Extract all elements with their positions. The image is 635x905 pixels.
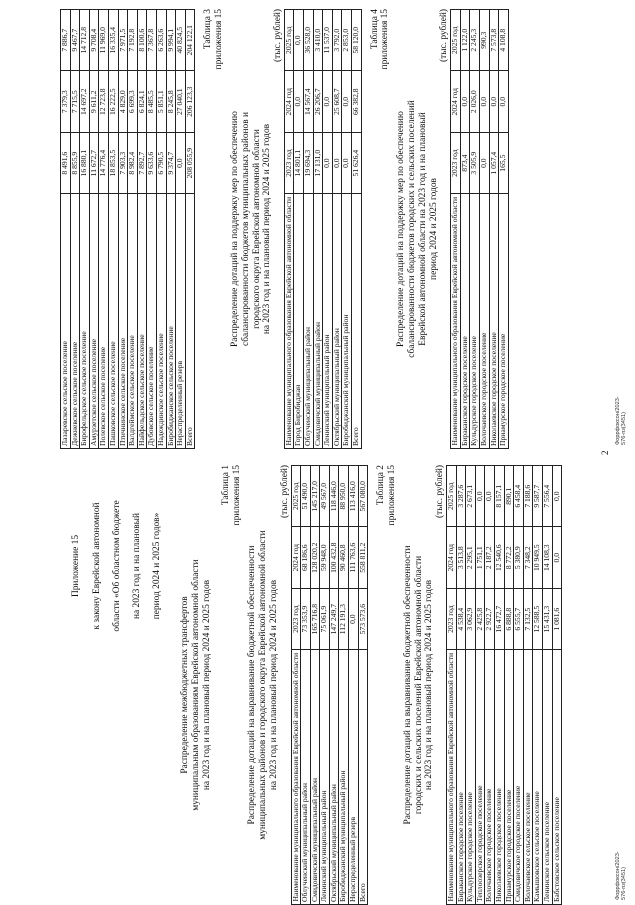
table3-body xyxy=(294,10,361,449)
header-2023: 2023 год xyxy=(291,588,301,649)
row-value-cell: 14 801,1 xyxy=(294,132,304,193)
header-2024: 2024 год xyxy=(291,527,301,588)
row-name-cell: Бабстовское сельское поселение xyxy=(552,650,562,905)
row-value-cell: 6 790,5 xyxy=(156,132,166,193)
table2-unit: (тыс. рублей) xyxy=(435,465,446,519)
table4-title-line: Еврейской автономной области на 2023 год и на плановый xyxy=(417,112,428,346)
row-value-cell: 558 811,2 xyxy=(358,527,368,588)
header-2024: 2024 год xyxy=(451,71,461,132)
row-name-cell: Волочаевское городское поселение xyxy=(480,194,490,449)
row-name-cell: Надеждинское сельское поселение xyxy=(156,194,166,449)
row-value-cell: 573 573,6 xyxy=(358,588,368,649)
row-value-cell: 6 555,7 xyxy=(514,588,524,649)
row-value-cell: 0,0 xyxy=(332,132,342,193)
table4-unit: (тыс. рублей) xyxy=(439,9,450,63)
table2-title-line: Распределение дотаций на выравнивание бюджетной обеспеченности xyxy=(402,545,413,825)
table2-title xyxy=(403,465,435,905)
section-title-line: на 2023 год и на плановый период 2024 и 2025 годов xyxy=(201,579,212,791)
row-value-cell: 1 081,6 xyxy=(552,588,562,649)
table2-sublabel: приложения 15 xyxy=(387,465,398,526)
row-value-cell: 8 245,8 xyxy=(166,71,176,132)
row-value-cell: 2 295,1 xyxy=(466,527,476,588)
row-value-cell: 9 374,7 xyxy=(166,132,176,193)
row-name-cell: Амурзетское сельское поселение xyxy=(89,194,99,449)
row-name-cell: Бираканское городское поселение xyxy=(460,194,470,449)
table2-body xyxy=(456,466,562,905)
row-value-cell: 2 187,2 xyxy=(485,527,495,588)
table-row xyxy=(301,466,311,905)
row-name-cell: Ленинский муниципальный район xyxy=(323,194,333,449)
row-value-cell: 14 697,2 xyxy=(80,71,90,132)
row-name-cell: Лазаревское сельское поселение xyxy=(61,194,71,449)
row-value-cell: 2 853,0 xyxy=(342,10,352,71)
row-value-cell: 0,0 xyxy=(349,588,359,649)
row-name-cell: Город Биробиджан xyxy=(294,194,304,449)
row-value-cell: 5 380,9 xyxy=(514,527,524,588)
row-name-cell: Полевское сельское поселение xyxy=(99,194,109,449)
table-row xyxy=(80,10,90,449)
row-value-cell: 206 123,3 xyxy=(185,71,195,132)
row-name-cell: Дежневское сельское поселение xyxy=(70,194,80,449)
row-value-cell: 3 410,0 xyxy=(313,10,323,71)
row-value-cell: 25 608,7 xyxy=(332,71,342,132)
table-row xyxy=(495,466,505,905)
row-value-cell: 16 222,5 xyxy=(108,71,118,132)
header-2025: 2025 год xyxy=(447,466,457,527)
table1-unit: (тыс. рублей) xyxy=(279,465,290,519)
table-row xyxy=(185,10,195,449)
row-value-cell: 6 888,8 xyxy=(504,588,514,649)
row-value-cell: 3 062,9 xyxy=(466,588,476,649)
table1 xyxy=(291,465,369,905)
row-value-cell: 165,5 xyxy=(499,132,509,193)
table3-label: Таблица 3 xyxy=(203,9,214,50)
row-value-cell: 59 948,0 xyxy=(320,527,330,588)
row-name-cell: Смидовичский муниципальный район xyxy=(310,650,320,905)
row-name-cell: Биробиджанский муниципальный район xyxy=(342,194,352,449)
row-name-cell: Нераспределенный резерв xyxy=(176,194,186,449)
row-value-cell: 3 287,6 xyxy=(456,466,466,527)
row-name-cell: Кульдурское городское поселение xyxy=(470,194,480,449)
row-value-cell: 7 573,8 xyxy=(489,10,499,71)
row-value-cell: 14 712,8 xyxy=(80,10,90,71)
row-name-cell: Камышовское сельское поселение xyxy=(533,650,543,905)
row-name-cell: Всего xyxy=(185,194,195,449)
row-value-cell: 7 556,4 xyxy=(542,466,552,527)
row-value-cell: 27 040,1 xyxy=(176,71,186,132)
row-value-cell: 8 491,6 xyxy=(61,132,71,193)
table4-title-line: сбалансированности бюджетов городских и сельских поселений xyxy=(407,100,418,358)
row-value-cell: 7 188,6 xyxy=(523,466,533,527)
appendix-line: области «Об областном бюджете xyxy=(111,500,122,632)
row-name-cell: Облученский муниципальный район xyxy=(304,194,314,449)
row-value-cell: 6 824,1 xyxy=(137,71,147,132)
table-row xyxy=(342,10,352,449)
row-name-cell: Пашковское сельское поселение xyxy=(108,194,118,449)
row-value-cell: 7 367,8 xyxy=(147,10,157,71)
row-value-cell: 17 131,0 xyxy=(313,132,323,193)
row-value-cell: 113 416,0 xyxy=(349,466,359,527)
table1-title xyxy=(247,465,279,905)
row-value-cell: 1 122,0 xyxy=(460,10,470,71)
row-value-cell: 6 699,3 xyxy=(128,71,138,132)
row-value-cell: 15 431,3 xyxy=(542,588,552,649)
row-value-cell: 49 567,0 xyxy=(320,466,330,527)
row-value-cell: 8 772,2 xyxy=(504,527,514,588)
table3-sublabel: приложения 15 xyxy=(214,9,225,70)
row-name-cell: Приамурское городское поселение xyxy=(504,650,514,905)
row-value-cell: 0,0 xyxy=(342,71,352,132)
appendix-line: на 2023 год и на плановый xyxy=(131,513,142,619)
table1-sublabel: приложения 15 xyxy=(231,465,242,526)
row-value-cell: 5 851,1 xyxy=(156,71,166,132)
row-value-cell: 12 540,6 xyxy=(495,527,505,588)
table-row xyxy=(128,10,138,449)
footer-right: Форрфоксон/2023-576-пз(3451) xyxy=(615,396,627,445)
table4-title xyxy=(396,9,439,449)
table-header-row xyxy=(284,10,294,449)
row-name-cell: Смидовичский муниципальный район xyxy=(313,194,323,449)
row-value-cell: 7 971,5 xyxy=(118,10,128,71)
row-value-cell: 66 382,8 xyxy=(352,71,362,132)
row-value-cell: 4 829,0 xyxy=(118,71,128,132)
row-value-cell: 2 922,7 xyxy=(485,588,495,649)
row-value-cell: 8 982,4 xyxy=(128,132,138,193)
row-value-cell: 2 245,3 xyxy=(470,10,480,71)
table2-title-line: на 2023 год и на плановый период 2024 и 2025 годов xyxy=(424,579,435,791)
row-value-cell: 88 950,0 xyxy=(339,466,349,527)
table1-title-line: Распределение дотаций на выравнивание бюджетной обеспеченности xyxy=(247,545,258,825)
header-name: Наименование муниципального образования Еврейской автономной области xyxy=(451,194,461,449)
row-value-cell: 0,0 xyxy=(489,71,499,132)
row-value-cell: 19 694,3 xyxy=(304,132,314,193)
row-value-cell: 8 485,5 xyxy=(147,71,157,132)
row-name-cell: Смидовичское городское поселение xyxy=(514,650,524,905)
table-header-row xyxy=(447,466,457,905)
row-value-cell: 1 751,1 xyxy=(475,527,485,588)
row-name-cell: Облученский муниципальный район xyxy=(301,650,311,905)
row-name-cell: Приамурское городское поселение xyxy=(499,194,509,449)
row-value-cell: 147 249,7 xyxy=(329,588,339,649)
row-name-cell: Найфельдское сельское поселение xyxy=(137,194,147,449)
table2 xyxy=(446,465,562,905)
row-value-cell: 567 080,0 xyxy=(358,466,368,527)
table-row xyxy=(320,466,330,905)
row-value-cell: 9 994,1 xyxy=(166,10,176,71)
row-value-cell: 0,0 xyxy=(480,132,490,193)
row-value-cell: 14 567,4 xyxy=(304,71,314,132)
row-value-cell: 0,0 xyxy=(294,71,304,132)
row-value-cell: 7 886,7 xyxy=(61,10,71,71)
row-value-cell: 4 538,4 xyxy=(456,588,466,649)
header-name: Наименование муниципального образования Еврейской автономной области xyxy=(284,194,294,449)
row-value-cell: 68 186,6 xyxy=(301,527,311,588)
row-value-cell: 7 903,3 xyxy=(118,132,128,193)
row-value-cell: 0,0 xyxy=(460,71,470,132)
section-title-line: Распределение межбюджетных трансфертов xyxy=(180,596,191,774)
header-2023: 2023 год xyxy=(447,588,457,649)
table4-label: Таблица 4 xyxy=(369,9,380,50)
header-2025: 2025 год xyxy=(284,10,294,71)
page-number: 2 xyxy=(600,450,610,455)
header-2025: 2025 год xyxy=(451,10,461,71)
row-value-cell: 2 425,8 xyxy=(475,588,485,649)
row-name-cell: Октябрьский муниципальный район xyxy=(329,650,339,905)
row-value-cell: 7 132,5 xyxy=(523,588,533,649)
row-name-cell: Нераспределенный резерв xyxy=(349,650,359,905)
row-name-cell: Ленинский муниципальный район xyxy=(320,650,330,905)
row-value-cell: 14 776,4 xyxy=(99,132,109,193)
appendix-line: Приложение 15 xyxy=(71,534,82,598)
row-value-cell: 16 335,4 xyxy=(108,10,118,71)
table3-title-line: сбалансированности бюджетов муниципальных районов и xyxy=(240,111,251,347)
header-2024: 2024 год xyxy=(447,527,457,588)
row-name-cell: Биробиджанское сельское поселение xyxy=(166,194,176,449)
table-row xyxy=(156,10,166,449)
row-value-cell: 0,0 xyxy=(480,71,490,132)
left-half xyxy=(22,465,562,905)
row-value-cell: 0,0 xyxy=(499,71,509,132)
table3-title-line: Распределение дотаций на поддержку мер по обеспечению xyxy=(229,111,240,347)
row-value-cell: 51 490,0 xyxy=(301,466,311,527)
row-value-cell: 7 192,8 xyxy=(128,10,138,71)
table-row xyxy=(358,466,368,905)
row-value-cell: 2 673,1 xyxy=(466,466,476,527)
row-value-cell: 26 206,7 xyxy=(313,71,323,132)
row-value-cell: 145 217,0 xyxy=(310,466,320,527)
row-value-cell: 3 505,9 xyxy=(470,132,480,193)
header-2023: 2023 год xyxy=(451,132,461,193)
row-value-cell: 9 467,7 xyxy=(70,10,80,71)
appendix-line: период 2024 и 2025 годов» xyxy=(152,512,163,620)
row-value-cell: 0,0 xyxy=(323,132,333,193)
row-value-cell: 6 263,6 xyxy=(156,10,166,71)
row-value-cell: 0,0 xyxy=(485,466,495,527)
row-value-cell: 9 587,7 xyxy=(533,466,543,527)
table1-title-line: муниципальных районов и городского округа Еврейской автономной области xyxy=(258,530,269,840)
row-value-cell: 8 157,1 xyxy=(495,466,505,527)
table-row xyxy=(480,10,490,449)
row-value-cell: 7 379,3 xyxy=(61,71,71,132)
table4-body xyxy=(460,10,508,449)
appendix-header xyxy=(71,465,163,905)
row-value-cell: 7 348,2 xyxy=(523,527,533,588)
table-row xyxy=(542,466,552,905)
row-name-cell: Дубовское сельское поселение xyxy=(147,194,157,449)
row-value-cell: 165 716,8 xyxy=(310,588,320,649)
table-row xyxy=(304,10,314,449)
row-value-cell: 16 880,1 xyxy=(80,132,90,193)
row-value-cell: 90 460,8 xyxy=(339,527,349,588)
footer-left: Форрфоксон/2023-576-пз(3451) xyxy=(615,851,627,900)
row-name-cell: Волочаевское сельское поселение xyxy=(523,650,533,905)
row-value-cell: 3 513,8 xyxy=(456,527,466,588)
table-row xyxy=(552,466,562,905)
table4-sublabel: приложения 15 xyxy=(380,9,391,70)
row-value-cell: 204 122,1 xyxy=(185,10,195,71)
row-value-cell: 51 626,4 xyxy=(352,132,362,193)
row-value-cell: 40 824,5 xyxy=(176,10,186,71)
row-name-cell: Птичнинское сельское поселение xyxy=(118,194,128,449)
row-name-cell: Ленинское сельское поселение xyxy=(542,650,552,905)
row-value-cell: 6 458,4 xyxy=(514,466,524,527)
row-value-cell: 18 853,5 xyxy=(108,132,118,193)
row-value-cell: 16 472,7 xyxy=(495,588,505,649)
table-row xyxy=(61,10,71,449)
table-row xyxy=(323,10,333,449)
row-value-cell: 0,0 xyxy=(342,132,352,193)
table3-title-line: на 2023 год и на плановый период 2024 и 2025 годов xyxy=(262,123,273,335)
table-row xyxy=(466,466,476,905)
row-value-cell: 2 026,0 xyxy=(470,71,480,132)
row-value-cell: 58 120,0 xyxy=(352,10,362,71)
row-value-cell: 11 537,0 xyxy=(323,10,333,71)
table3-title xyxy=(230,9,273,449)
header-2023: 2023 год xyxy=(284,132,294,193)
row-name-cell: Октябрьский муниципальный район xyxy=(332,194,342,449)
table2-title-line: городских и сельских поселений Еврейской автономной области xyxy=(413,555,424,815)
table-row xyxy=(514,466,524,905)
row-name-cell: Волочаевское городское поселение xyxy=(485,650,495,905)
row-value-cell: 9 708,4 xyxy=(89,10,99,71)
row-value-cell: 12 588,5 xyxy=(533,588,543,649)
table-row xyxy=(499,10,509,449)
table-row xyxy=(147,10,157,449)
row-value-cell: 208 055,9 xyxy=(185,132,195,193)
table-row xyxy=(108,10,118,449)
table4 xyxy=(450,9,509,449)
row-value-cell: 7 892,7 xyxy=(137,132,147,193)
row-value-cell: 118 446,0 xyxy=(329,466,339,527)
appendix-line: к закону Еврейской автономной xyxy=(91,502,102,630)
table2-label: Таблица 2 xyxy=(376,465,387,506)
row-value-cell: 0,0 xyxy=(323,71,333,132)
row-value-cell: 12 723,8 xyxy=(99,71,109,132)
section-title-line: муниципальным образованиям Еврейской автономной области xyxy=(191,559,202,811)
row-name-cell: Валдгеймское сельское поселение xyxy=(128,194,138,449)
row-name-cell: Николаевское городское поселение xyxy=(489,194,499,449)
row-value-cell: 3 792,0 xyxy=(332,10,342,71)
row-value-cell: 0,0 xyxy=(176,132,186,193)
row-name-cell: Бираканское городское поселение xyxy=(456,650,466,905)
row-value-cell: 112 191,3 xyxy=(339,588,349,649)
row-value-cell: 9 633,6 xyxy=(147,132,157,193)
table-header-row xyxy=(451,10,461,449)
row-value-cell: 75 061,9 xyxy=(320,588,330,649)
header-name: Наименование муниципального образования Еврейской автономной области xyxy=(291,650,301,905)
row-name-cell: Бирофельдское сельское поселение xyxy=(80,194,90,449)
section-title xyxy=(180,465,212,905)
row-value-cell: 7 715,5 xyxy=(70,71,80,132)
header-name: Наименование муниципального образования Еврейской автономной области xyxy=(447,650,457,905)
row-value-cell: 0,0 xyxy=(552,527,562,588)
row-value-cell: 0,0 xyxy=(475,466,485,527)
table2-continued xyxy=(60,9,195,449)
table1-label: Таблица 1 xyxy=(220,465,231,506)
table3-title-line: городского округа Еврейской автономной области xyxy=(251,129,262,329)
row-value-cell: 128 020,2 xyxy=(310,527,320,588)
row-name-cell: Теплоозерское городское поселение xyxy=(475,650,485,905)
row-value-cell: 100 432,8 xyxy=(329,527,339,588)
right-half xyxy=(60,9,509,449)
table-row xyxy=(349,466,359,905)
row-value-cell: 111 763,6 xyxy=(349,527,359,588)
row-name-cell: Николаевское городское поселение xyxy=(495,650,505,905)
row-name-cell: Всего xyxy=(352,194,362,449)
row-value-cell: 36 528,0 xyxy=(304,10,314,71)
row-value-cell: 0,0 xyxy=(294,10,304,71)
table3 xyxy=(284,9,362,449)
table1-body xyxy=(301,466,368,905)
row-name-cell: Биробиджанский муниципальный район xyxy=(339,650,349,905)
row-value-cell: 11 672,7 xyxy=(89,132,99,193)
row-value-cell: 10 949,5 xyxy=(533,527,543,588)
row-value-cell: 73 353,9 xyxy=(301,588,311,649)
row-value-cell: 0,0 xyxy=(552,466,562,527)
row-value-cell: 4 108,8 xyxy=(499,10,509,71)
row-value-cell: 9 611,2 xyxy=(89,71,99,132)
row-value-cell: 890,1 xyxy=(504,466,514,527)
row-name-cell: Всего xyxy=(358,650,368,905)
table-row xyxy=(352,10,362,449)
header-2025: 2025 год xyxy=(291,466,301,527)
row-value-cell: 1 057,4 xyxy=(489,132,499,193)
row-value-cell: 873,4 xyxy=(460,132,470,193)
row-value-cell: 11 969,0 xyxy=(99,10,109,71)
header-2024: 2024 год xyxy=(284,71,294,132)
row-value-cell: 14 108,3 xyxy=(542,527,552,588)
row-value-cell: 8 855,9 xyxy=(70,132,80,193)
table3-unit: (тыс. рублей) xyxy=(273,9,284,63)
table-row xyxy=(176,10,186,449)
row-name-cell: Кульдурское городское поселение xyxy=(466,650,476,905)
row-value-cell: 8 100,6 xyxy=(137,10,147,71)
table4-title-line: Распределение дотаций на поддержку мер по обеспечению xyxy=(396,111,407,347)
table4-title-line: период 2024 и 2025 годов xyxy=(428,178,439,280)
table2-continued-body xyxy=(61,10,195,449)
row-value-cell: 990,3 xyxy=(480,10,490,71)
table1-title-line: на 2023 год и на плановый период 2024 и 2025 годов xyxy=(268,579,279,791)
